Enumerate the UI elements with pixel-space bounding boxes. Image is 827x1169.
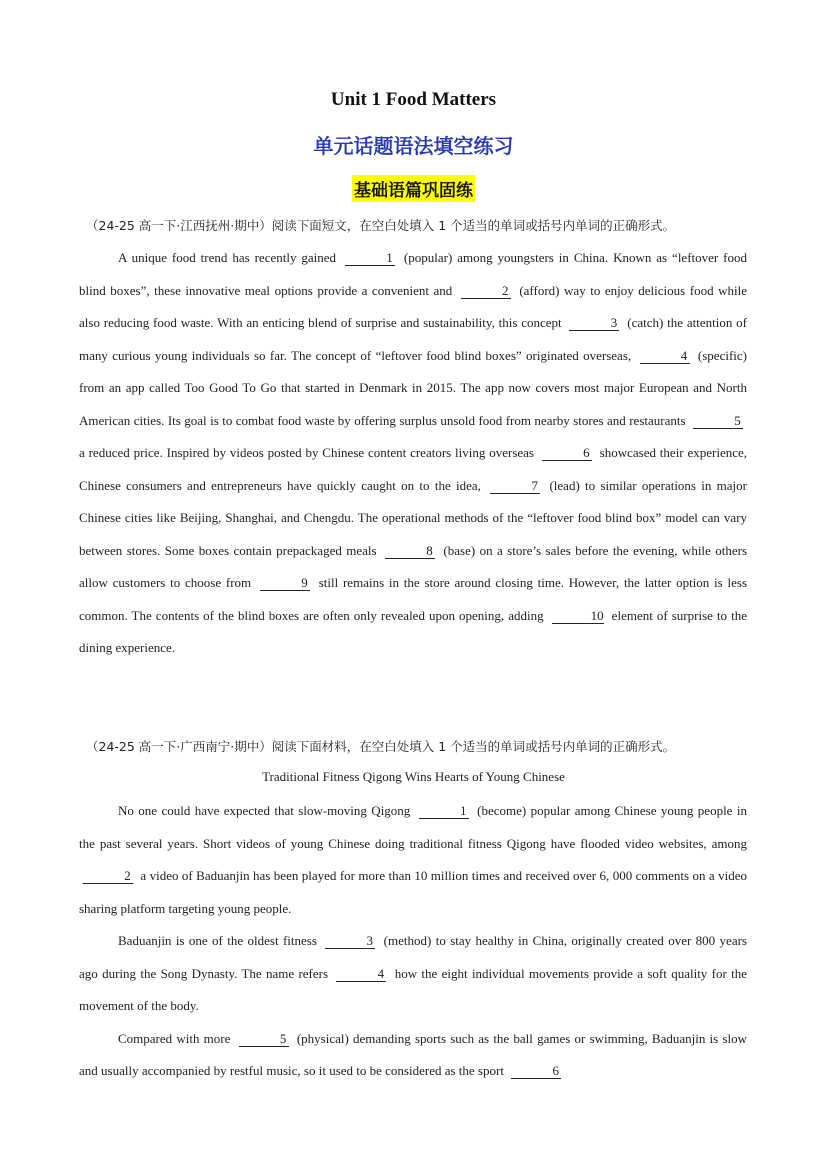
passage1-text-7: showcased their experience, Chinese consumers and entrepreneurs have quickly caught on to the idea, [79,445,748,493]
passage2-text-4: Baduanjin is one of the oldest fitness [118,933,322,948]
blank-10: 10 [552,609,604,624]
passage2-text-7: Compared with more [118,1030,235,1046]
passage2-instruction: （24-25 高一下·广西南宁·期中）阅读下面材料，在空白处填入 1 个适当的单词或括号内单词的正确形式。 [86,739,676,754]
passage2-text-2: (become) popular among Chinese young people in the past several years. Short videos of young Chinese doing traditional fitness Qigong have flooded video websites, among [79,803,747,851]
blank-q2-4: 4 [336,967,386,982]
passage2-text-8: (physical) demanding sports such as the ball games or swimming, Baduanjin is slow and usually accompanied by restful music, so it used to be considered as the sport [79,1030,747,1078]
passage1-text-3: (afford) way to enjoy delicious food while also reducing food waste. With an enticing blend of surprise and sustainability, this concept [79,282,747,330]
section-heading-wrap [0,175,827,202]
passage1-text-6: a reduced price. Inspired by videos posted by Chinese content creators living overseas [79,445,538,460]
passage1-text-8: (lead) to similar operations in major Chinese cities like Beijing, Shanghai, and Chengdu. The operational methods of the “leftover food blind box” model can vary between stores. Some boxes contain prepackaged meals [79,477,747,558]
passage1-instruction: （24-25 高一下·江西抚州·期中）阅读下面短文，在空白处填入 1 个适当的单词或括号内单词的正确形式。 [86,218,676,233]
blank-4: 4 [640,349,690,364]
passage1-paragraph [79,242,747,665]
blank-1: 1 [345,251,395,266]
passage1-text-5: (specific) from an app called Too Good To Go that started in Denmark in 2015. The app now covers most major European and North American cities. Its goal is to combat food waste by offering surplus unsold food from nearby stores and restaurants [79,347,747,428]
passage2-text-1: No one could have expected that slow-moving Qigong [118,803,415,818]
blank-q2-5: 5 [239,1032,289,1047]
passage2-body [79,795,747,1088]
blank-2: 2 [461,284,511,299]
unit-subtitle: 单元话题语法填空练习 [313,134,514,158]
passage1-text-4: (catch) the attention of many curious young individuals so far. The concept of “leftover food blind boxes” originated overseas, [79,315,748,363]
passage1-text-1: A unique food trend has recently gained [118,250,341,265]
passage2-paragraph-2 [79,925,747,1023]
passage2-paragraph-3 [79,1023,747,1088]
passage2-text-6: how the eight individual movements provide a soft quality for the movement of the body. [79,965,747,1013]
blank-q2-2: 2 [83,869,133,884]
blank-8: 8 [385,544,435,559]
passage1-text-11: element of surprise to the dining experience. [79,607,747,655]
unit-title: Unit 1 Food Matters [330,89,497,110]
blank-q2-6: 6 [511,1064,561,1079]
passage1-body [79,242,747,665]
blank-9: 9 [260,576,310,591]
blank-7: 7 [490,479,540,494]
blank-6: 6 [542,446,592,461]
passage1-text-10: still remains in the store around closing time. However, the latter option is less common. The contents of the blind boxes are often only revealed upon opening, adding [79,575,747,623]
blank-q2-3: 3 [325,934,375,949]
passage2-text-5: (method) to stay healthy in China, originally created over 800 years ago during the Song Dynasty. The name refers [79,933,747,981]
passage1-text-2: (popular) among youngsters in China. Known as “leftover food blind boxes”, these innovative meal options provide a convenient and [79,250,748,298]
passage2-heading: Traditional Fitness Qigong Wins Hearts of Young Chinese [262,769,565,784]
blank-q2-1: 1 [419,804,469,819]
blank-5: 5 [693,414,743,429]
blank-3: 3 [569,316,619,331]
passage1-text-9: (base) on a store’s sales before the evening, while others allow customers to choose from [79,542,747,590]
passage2-text-3: a video of Baduanjin has been played for more than 10 million times and received over 6, 000 comments on a video sharing platform targeting young people. [79,868,747,916]
section-heading: 基础语篇巩固练 [352,175,475,202]
passage2-paragraph-1 [79,795,747,925]
